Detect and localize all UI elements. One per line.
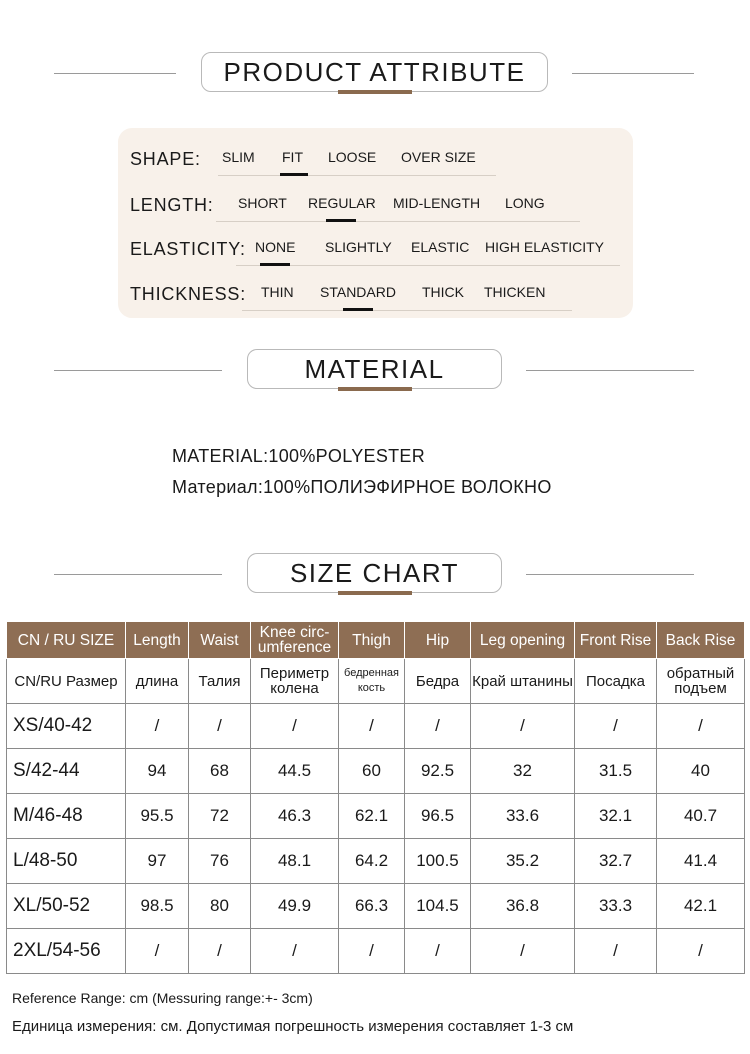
value-cell: /: [251, 704, 339, 749]
value-cell: 35.2: [471, 839, 575, 884]
title-underline: [338, 387, 412, 391]
attribute-option: OVER SIZE: [401, 149, 476, 165]
header-cell: Length: [126, 622, 189, 659]
size-cell: 2XL/54-56: [7, 929, 126, 974]
table-row: [7, 839, 745, 884]
divider-right: [526, 574, 694, 575]
subheader-cell: обратный подъем: [657, 659, 745, 704]
header-cell: Waist: [189, 622, 251, 659]
value-cell: /: [251, 929, 339, 974]
header-cell: Leg opening: [471, 622, 575, 659]
value-cell: /: [405, 929, 471, 974]
size-cell: M/46-48: [7, 794, 126, 839]
section-title-attribute: [0, 52, 750, 96]
attribute-label: LENGTH:: [130, 195, 214, 215]
reference-note-ru: Единица измерения: см. Допустимая погрешность измерения составляет 1-3 см: [12, 1018, 574, 1035]
value-cell: /: [405, 704, 471, 749]
value-cell: /: [189, 929, 251, 974]
size-chart-title: SIZE CHART: [247, 553, 502, 593]
value-cell: 62.1: [339, 794, 405, 839]
attribute-option: SHORT: [238, 195, 287, 211]
value-cell: /: [189, 704, 251, 749]
table-row: [7, 929, 745, 974]
title-underline: [338, 591, 412, 595]
attribute-row-thickness: [118, 276, 633, 310]
divider-left: [54, 370, 222, 371]
value-cell: /: [339, 704, 405, 749]
value-cell: 48.1: [251, 839, 339, 884]
table-header-row: [7, 622, 745, 659]
divider-right: [526, 370, 694, 371]
subheader-cell: Бедра: [405, 659, 471, 704]
attribute-option: MID-LENGTH: [393, 195, 481, 211]
value-cell: /: [657, 704, 745, 749]
subheader-cell: длина: [126, 659, 189, 704]
subheader-cell: Посадка: [575, 659, 657, 704]
subheader-cell: Периметр колена: [251, 659, 339, 704]
attribute-option: LOOSE: [328, 149, 377, 165]
attribute-label: SHAPE:: [130, 149, 201, 169]
selected-marker: [326, 219, 356, 222]
value-cell: 32.1: [575, 794, 657, 839]
subheader-cell: Край штанины: [471, 659, 575, 704]
attribute-rule: [216, 221, 580, 222]
material-line-ru: Материал:100%ПОЛИЭФИРНОЕ ВОЛОКНО: [172, 477, 552, 497]
attribute-option: THICK: [422, 284, 464, 300]
value-cell: 80: [189, 884, 251, 929]
table-row: [7, 704, 745, 749]
value-cell: 40.7: [657, 794, 745, 839]
value-cell: 32.7: [575, 839, 657, 884]
attribute-row-elasticity: [118, 231, 633, 265]
table-row: [7, 884, 745, 929]
attribute-option-selected: REGULAR: [308, 195, 376, 211]
attribute-rule: [236, 265, 620, 266]
attribute-title: PRODUCT ATTRIBUTE: [201, 52, 548, 92]
material-title: MATERIAL: [247, 349, 502, 389]
attribute-option: ELASTIC: [411, 239, 470, 255]
value-cell: /: [575, 704, 657, 749]
table-row: [7, 794, 745, 839]
selected-marker: [280, 173, 308, 176]
header-cell: Back Rise: [657, 622, 745, 659]
table-row: [7, 749, 745, 794]
section-title-material: [0, 349, 750, 393]
value-cell: 72: [189, 794, 251, 839]
value-cell: 95.5: [126, 794, 189, 839]
attribute-panel: [118, 128, 633, 318]
header-cell: CN / RU SIZE: [7, 622, 126, 659]
value-cell: 100.5: [405, 839, 471, 884]
header-cell: Knee circ-umference: [251, 622, 339, 659]
value-cell: 40: [657, 749, 745, 794]
size-cell: XL/50-52: [7, 884, 126, 929]
value-cell: /: [657, 929, 745, 974]
value-cell: 98.5: [126, 884, 189, 929]
value-cell: 64.2: [339, 839, 405, 884]
value-cell: 36.8: [471, 884, 575, 929]
value-cell: 32: [471, 749, 575, 794]
value-cell: 31.5: [575, 749, 657, 794]
value-cell: /: [126, 704, 189, 749]
value-cell: 60: [339, 749, 405, 794]
value-cell: 92.5: [405, 749, 471, 794]
attribute-rule: [242, 310, 572, 311]
divider-right: [572, 73, 694, 74]
selected-marker: [343, 308, 373, 311]
attribute-option: SLIM: [222, 149, 255, 165]
value-cell: 104.5: [405, 884, 471, 929]
value-cell: 94: [126, 749, 189, 794]
size-cell: L/48-50: [7, 839, 126, 884]
selected-marker: [260, 263, 290, 266]
value-cell: 44.5: [251, 749, 339, 794]
value-cell: 42.1: [657, 884, 745, 929]
value-cell: 33.6: [471, 794, 575, 839]
header-cell: Hip: [405, 622, 471, 659]
value-cell: 68: [189, 749, 251, 794]
header-cell: Front Rise: [575, 622, 657, 659]
table-subheader-row: [7, 659, 745, 704]
size-cell: S/42-44: [7, 749, 126, 794]
value-cell: 97: [126, 839, 189, 884]
attribute-option-selected: STANDARD: [320, 284, 396, 300]
title-underline: [338, 90, 412, 94]
value-cell: 49.9: [251, 884, 339, 929]
attribute-option-selected: FIT: [282, 149, 303, 165]
value-cell: /: [471, 704, 575, 749]
value-cell: /: [471, 929, 575, 974]
value-cell: 76: [189, 839, 251, 884]
attribute-option-selected: NONE: [255, 239, 296, 255]
value-cell: 41.4: [657, 839, 745, 884]
attribute-rule: [218, 175, 496, 176]
section-title-size: [0, 553, 750, 597]
material-line-en: MATERIAL:100%POLYESTER: [172, 446, 426, 466]
reference-note-en: Reference Range: cm (Messuring range:+- 3cm): [12, 990, 313, 1006]
attribute-option: THICKEN: [484, 284, 546, 300]
attribute-option: HIGH ELASTICITY: [485, 239, 605, 255]
value-cell: 46.3: [251, 794, 339, 839]
size-cell: XS/40-42: [7, 704, 126, 749]
value-cell: /: [126, 929, 189, 974]
header-cell: Thigh: [339, 622, 405, 659]
value-cell: 96.5: [405, 794, 471, 839]
attribute-label: ELASTICITY:: [130, 239, 246, 259]
divider-left: [54, 574, 222, 575]
attribute-option: LONG: [505, 195, 545, 211]
subheader-cell: CN/RU Размер: [7, 659, 126, 704]
value-cell: 33.3: [575, 884, 657, 929]
divider-left: [54, 73, 176, 74]
value-cell: /: [575, 929, 657, 974]
value-cell: 66.3: [339, 884, 405, 929]
size-chart-table: [6, 621, 745, 974]
subheader-cell: Талия: [189, 659, 251, 704]
attribute-row-length: [118, 187, 633, 221]
value-cell: /: [339, 929, 405, 974]
subheader-cell: бедренная кость: [339, 659, 405, 704]
attribute-option: THIN: [261, 284, 294, 300]
attribute-row-shape: [118, 141, 633, 175]
attribute-option: SLIGHTLY: [325, 239, 392, 255]
attribute-label: THICKNESS:: [130, 284, 247, 304]
